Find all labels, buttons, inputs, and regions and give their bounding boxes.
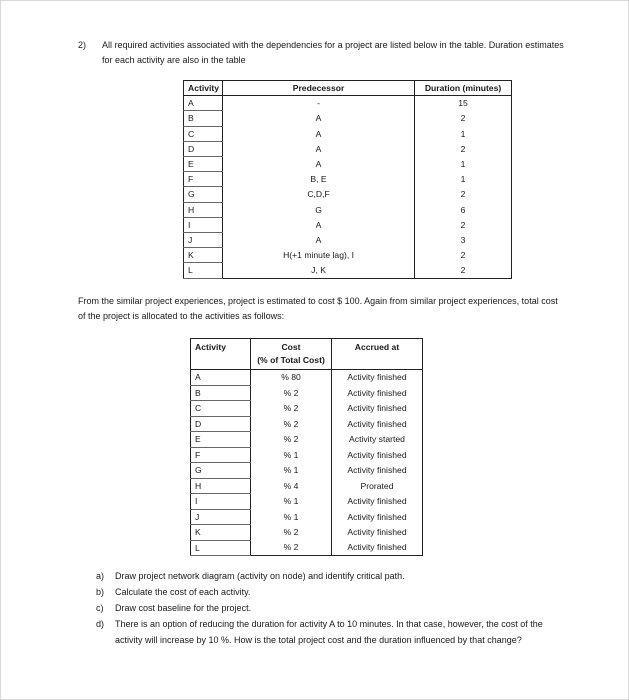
predecessor-cell: A — [223, 141, 415, 156]
header-cost-sub: (% of Total Cost) — [257, 355, 325, 365]
predecessor-cell: A — [223, 233, 415, 248]
subquestion-label: c) — [96, 603, 104, 613]
duration-cell: 2 — [415, 141, 512, 156]
predecessor-cell: - — [223, 96, 415, 111]
subquestion-item — [96, 568, 556, 584]
table-row — [184, 141, 512, 156]
activity-cell: D — [191, 416, 251, 432]
predecessor-cell: G — [223, 202, 415, 217]
accrued-cell: Activity finished — [332, 401, 423, 417]
accrued-cell: Activity finished — [332, 416, 423, 432]
accrued-cell: Activity finished — [332, 370, 423, 386]
accrued-cell: Activity finished — [332, 447, 423, 463]
accrued-cell: Activity started — [332, 432, 423, 448]
activity-cell: C — [184, 126, 223, 141]
accrued-cell: Activity finished — [332, 385, 423, 401]
cost-cell: % 1 — [251, 509, 332, 525]
header-activity: Activity — [191, 339, 251, 370]
activity-duration-table — [183, 80, 512, 279]
activity-cell: K — [191, 525, 251, 541]
predecessor-cell: A — [223, 217, 415, 232]
table-header-row — [184, 81, 512, 96]
table-row — [191, 447, 423, 463]
subquestion-text: Draw cost baseline for the project. — [115, 603, 252, 613]
activity-cell: J — [184, 233, 223, 248]
activity-cell: J — [191, 509, 251, 525]
header-cost-label: Cost — [281, 342, 301, 352]
duration-cell: 3 — [415, 233, 512, 248]
table-row — [184, 96, 512, 111]
duration-cell: 6 — [415, 202, 512, 217]
activity-cell: B — [184, 111, 223, 126]
activity-cell: I — [184, 217, 223, 232]
duration-cell: 1 — [415, 126, 512, 141]
table-row — [191, 478, 423, 494]
cost-cell: % 2 — [251, 401, 332, 417]
predecessor-cell: A — [223, 157, 415, 172]
activity-cell: B — [191, 385, 251, 401]
subquestion-label: b) — [96, 587, 105, 597]
predecessor-cell: A — [223, 111, 415, 126]
duration-cell: 1 — [415, 157, 512, 172]
duration-cell: 2 — [415, 263, 512, 278]
activity-cell: D — [184, 141, 223, 156]
accrued-cell: Activity finished — [332, 494, 423, 510]
activity-cell: L — [191, 540, 251, 556]
predecessor-cell: B, E — [223, 172, 415, 187]
question-text: All required activities associated with the dependencies for a project are listed below in the table. Duration estimates for each activity are also in the table — [102, 40, 564, 65]
table-row — [184, 157, 512, 172]
header-activity: Activity — [184, 81, 223, 96]
cost-cell: % 2 — [251, 540, 332, 556]
activity-cell: G — [184, 187, 223, 202]
cost-cell: % 4 — [251, 478, 332, 494]
table-row — [191, 509, 423, 525]
table-row — [184, 248, 512, 263]
activity-cell: F — [191, 447, 251, 463]
accrued-cell: Activity finished — [332, 509, 423, 525]
table-row — [191, 401, 423, 417]
duration-cell: 1 — [415, 172, 512, 187]
subquestion-label: a) — [96, 571, 105, 581]
activity-cell: C — [191, 401, 251, 417]
predecessor-cell: J, K — [223, 263, 415, 278]
cost-cell: % 1 — [251, 463, 332, 479]
activity-cell: K — [184, 248, 223, 263]
table-row — [184, 202, 512, 217]
table-row — [184, 233, 512, 248]
cost-cell: % 80 — [251, 370, 332, 386]
activity-cell: E — [184, 157, 223, 172]
predecessor-cell: A — [223, 126, 415, 141]
table-row — [191, 416, 423, 432]
table-row — [184, 187, 512, 202]
table-row — [191, 370, 423, 386]
activity-cell: H — [184, 202, 223, 217]
activity-cell: A — [191, 370, 251, 386]
subquestion-label: d) — [96, 619, 105, 629]
table-row — [191, 385, 423, 401]
question-number: 2) — [78, 40, 87, 50]
cost-cell: % 2 — [251, 416, 332, 432]
activity-cell: F — [184, 172, 223, 187]
predecessor-cell: H(+1 minute lag), I — [223, 248, 415, 263]
header-predecessor: Predecessor — [223, 81, 415, 96]
activity-cell: G — [191, 463, 251, 479]
table-header-row — [191, 339, 423, 370]
table-row — [191, 540, 423, 556]
cost-cell: % 1 — [251, 447, 332, 463]
duration-cell: 15 — [415, 96, 512, 111]
cost-cell: % 2 — [251, 385, 332, 401]
activity-cell: L — [184, 263, 223, 278]
activity-cell: A — [184, 96, 223, 111]
table-row — [184, 217, 512, 232]
table-row — [184, 172, 512, 187]
table-row — [184, 126, 512, 141]
subquestion-list — [96, 568, 556, 648]
subquestion-item — [96, 600, 556, 616]
activity-cell: E — [191, 432, 251, 448]
header-duration: Duration (minutes) — [415, 81, 512, 96]
accrued-cell: Activity finished — [332, 463, 423, 479]
subquestion-text: Draw project network diagram (activity on node) and identify critical path. — [115, 571, 405, 581]
cost-paragraph: From the similar project experiences, project is estimated to cost $ 100. Again from similar project experiences, total cost of the project is allocated to the activities as follows: — [78, 296, 558, 321]
table-row — [191, 432, 423, 448]
header-cost — [251, 339, 332, 370]
cost-cell: % 2 — [251, 432, 332, 448]
duration-cell: 2 — [415, 248, 512, 263]
table-row — [184, 111, 512, 126]
subquestion-text: Calculate the cost of each activity. — [115, 587, 251, 597]
activity-cost-table — [190, 338, 423, 556]
table-row — [191, 525, 423, 541]
subquestion-text: There is an option of reducing the duration for activity A to 10 minutes. In that case, however, the cost of the activity will increase by 10 %. How is the total project cost and the duration influenced by that change? — [115, 619, 543, 645]
duration-cell: 2 — [415, 111, 512, 126]
subquestion-item — [96, 584, 556, 600]
cost-cell: % 1 — [251, 494, 332, 510]
header-accrued: Accrued at — [332, 339, 423, 370]
subquestion-item — [96, 616, 556, 648]
table-row — [184, 263, 512, 278]
cost-cell: % 2 — [251, 525, 332, 541]
activity-cell: H — [191, 478, 251, 494]
table-row — [191, 463, 423, 479]
activity-cell: I — [191, 494, 251, 510]
accrued-cell: Prorated — [332, 478, 423, 494]
accrued-cell: Activity finished — [332, 540, 423, 556]
duration-cell: 2 — [415, 187, 512, 202]
predecessor-cell: C,D,F — [223, 187, 415, 202]
accrued-cell: Activity finished — [332, 525, 423, 541]
duration-cell: 2 — [415, 217, 512, 232]
table-row — [191, 494, 423, 510]
